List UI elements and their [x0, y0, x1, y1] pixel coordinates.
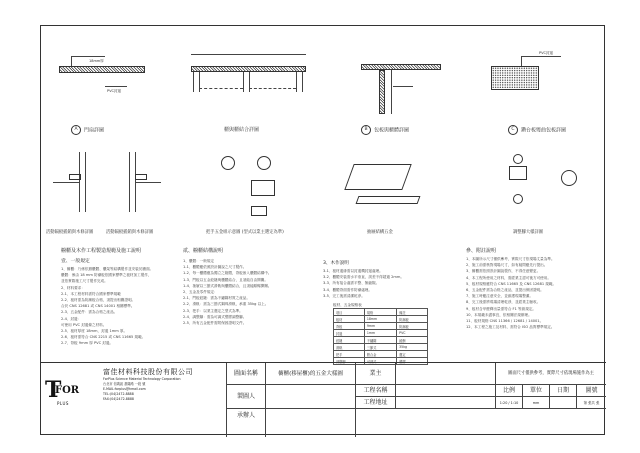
side-panel — [302, 72, 303, 92]
notes-col2-body — [183, 258, 311, 326]
leader-line — [521, 56, 522, 66]
notes-col3-title: 3、木作說明 — [323, 261, 349, 266]
detail-e-drawing — [49, 144, 104, 224]
detail-i-drawing — [461, 144, 601, 224]
detail-b-drawing — [181, 40, 316, 120]
note-line: 6、五金配件需為合格之產品，並提出保固證明。 — [466, 288, 544, 293]
owner-value — [396, 363, 496, 385]
side-panel — [296, 72, 297, 92]
note-line: 2-1、本工程材料需符合國家標準規範 — [61, 291, 121, 296]
spec-table-cell: 緩衝 — [397, 337, 428, 344]
note-line: 2、施工前需核對現場尺寸，如有疑問應先行提出。 — [466, 263, 548, 268]
shelf-line — [135, 182, 161, 183]
spec-table-cell: 把手 — [334, 351, 365, 358]
spec-table-cell: PVC — [397, 330, 428, 337]
detail-a-drawing — [49, 44, 159, 119]
spec-table-cell: 鋁合金 — [364, 351, 396, 358]
note-line: 2-4、調整腳：需為可調式塑膠調整腳。 — [183, 314, 247, 319]
project-label: 工程名稱 — [356, 385, 396, 397]
company-info — [103, 367, 223, 433]
shelf-pin — [69, 174, 81, 180]
detail-b-caption: 櫃與櫃結合詳圖 — [224, 127, 260, 133]
detail-g-drawing — [191, 144, 301, 224]
spec-table-cell: 18mm — [364, 316, 396, 323]
note-line: 2-3、把手：以業主選定之型式為準。 — [183, 308, 243, 313]
note-line: 10、本規範未盡事宜，依相關法規辦理。 — [466, 312, 532, 317]
site-value — [396, 397, 496, 409]
note-line: 2-1、門板鉸鏈：需為不鏽鋼材質之產品。 — [183, 296, 250, 301]
note-line: 1-4、抽屜以三節式滑軌與櫃體結合，且須能順暢開關。 — [183, 283, 272, 288]
note-line: 1、本圖所示尺寸僅供參考，實際尺寸依現場丈量為準。 — [466, 257, 555, 261]
shelf-pin — [135, 174, 147, 180]
spec-table-header — [334, 309, 428, 316]
spec-table-cell: 選定 — [397, 351, 428, 358]
note-line: 3-5、完工後需清潔乾淨。 — [323, 293, 365, 298]
spec-table-cell: 塑膠 — [397, 358, 428, 365]
note-line: 2-3、五金配件：需為合格之產品。 — [61, 310, 118, 315]
drawing-name-label: 圖面名稱 — [226, 363, 266, 385]
notes-col2-title: 貳、櫥櫃結構說明 — [183, 248, 224, 254]
leader-line — [521, 56, 561, 57]
cladding-line — [391, 70, 392, 114]
detail-i-caption: 調整腳大樣詳圖 — [513, 230, 544, 235]
site-label: 工程地址 — [356, 397, 396, 409]
shelf-line — [249, 88, 296, 89]
note-line: 2-2、板材需為防潮板合格，須提出相關證明。 — [61, 298, 136, 303]
notes-col3-body — [323, 268, 443, 299]
unit-label: 單位 — [523, 385, 550, 397]
note-line: 7、施工時應注意安全，並維護現場整潔。 — [466, 294, 533, 299]
leader-line — [105, 86, 127, 87]
spec-table-row — [334, 337, 428, 344]
top-panel-section — [361, 64, 441, 70]
sheet-value: 第 張共 張 — [577, 397, 606, 409]
detail-d-drawing — [461, 40, 601, 120]
side-panel — [243, 72, 244, 92]
spec-table-cell: 1mm — [364, 330, 396, 337]
drawing-sheet — [40, 25, 605, 435]
drafter-value — [266, 385, 356, 409]
notes-col1-title: 櫥櫃及木作工程製造規範及施工說明 — [61, 248, 142, 254]
company-logo — [43, 365, 80, 433]
note-line: 1-3、門板以五金鉸鏈與櫃體結合，且須能自由開闔。 — [183, 277, 268, 282]
note-line: 1-2、每一櫃體應為獨立之箱體，背板嵌入櫃體結構中。 — [183, 271, 272, 276]
date-value — [550, 397, 577, 409]
spec-table-cell: 防潮板 — [397, 316, 428, 323]
spec-table-cell: 鉸鏈 — [334, 337, 365, 344]
sheet-label: 圖號 — [577, 385, 606, 397]
spec-table-row — [334, 344, 428, 351]
dimension-line — [191, 54, 306, 55]
detail-f-caption: 活動隔板插銷與木條詳圖 — [106, 230, 154, 235]
leader-line — [393, 86, 413, 87]
door-panel-section — [59, 66, 145, 73]
note-line: 11、板材規格 CNS 11366 / 12681 / 14001。 — [466, 319, 544, 324]
company-tel: TEL:(04)2472-8888 — [103, 392, 134, 396]
notes-col4-body — [466, 256, 601, 330]
spec-table-cell: 9mm — [364, 323, 396, 330]
notes-col4-title: 參、附註說明 — [466, 248, 497, 254]
drawer-box — [344, 164, 411, 190]
note-line: 2-2、滑軌：需為三節式鋼珠滑軌，承重 35kg 以上。 — [183, 302, 269, 307]
spec-table-cell: 不鏽鋼 — [364, 337, 396, 344]
spec-table-cell: 滑軌 — [334, 344, 365, 351]
counter-section — [491, 66, 539, 90]
hinge-cup — [257, 156, 271, 170]
spec-table-cell: 防潮板 — [397, 323, 428, 330]
spec-table-cell: 調整腳 — [334, 358, 365, 365]
side-panel — [199, 72, 200, 92]
approver-value — [266, 409, 356, 437]
spec-table-cell: 35kg — [397, 344, 428, 351]
note-line: 2、五金及零件規定： — [183, 290, 218, 295]
detail-marker: C — [508, 125, 518, 135]
spec-table-row — [334, 351, 428, 358]
logo-plus: PLUS — [57, 401, 69, 406]
panel-line — [129, 152, 130, 212]
spec-table-row — [334, 316, 428, 323]
scale-label: 比例 — [496, 385, 523, 397]
note-line: 4、本工程所使用之材料，需經業主認可後方可使用。 — [466, 275, 551, 280]
leveling-foot — [513, 194, 523, 204]
owner-label: 業主 — [356, 363, 396, 385]
note-line: 並依實際施工尺寸製作完成。 — [61, 279, 108, 284]
drawing-name-value: 櫥櫃(移屋櫃)的五金大樣圖 — [266, 363, 356, 385]
company-fax: FAX:(04)2472-8888 — [103, 397, 134, 401]
detail-marker: A — [71, 125, 81, 135]
company-name: 富佳材料科技股份有限公司 — [103, 368, 193, 376]
detail-a-caption: A 門扇詳圖 — [71, 125, 104, 135]
detail-h-drawing — [331, 144, 431, 224]
hinge-cup — [221, 156, 235, 170]
note-line: 2-6、板材需符合 CNS 2215 或 CNS 11665 規範。 — [61, 335, 146, 340]
side-panel — [193, 72, 194, 92]
note-line: 3-1、板材邊緣需以封邊機封邊處理。 — [323, 269, 383, 273]
shelf-line — [199, 88, 243, 89]
note-line: 3-2、櫃體安裝需水平垂直，誤差不得超過 2mm。 — [323, 275, 404, 280]
note-line: 1、櫃體：一般規定 — [183, 259, 215, 263]
spec-table-title: 板材、五金規格表 — [333, 303, 362, 307]
notes-col1-body — [61, 266, 179, 347]
leveling-foot — [513, 154, 523, 164]
company-en: ForPlus Science Material Technology Corporation — [103, 377, 181, 381]
logo-word: FOR — [55, 385, 80, 396]
detail-g-caption: 把手五金組示意圖 (型式以業主選定為準) — [206, 230, 284, 235]
detail-c-drawing — [341, 40, 451, 120]
note-line: 3-3、所有接合處需平整、無縫隙。 — [323, 281, 380, 286]
dim-label: PVC封邊 — [107, 89, 121, 93]
spec-table-cell: 封邊 — [334, 330, 365, 337]
detail-h-caption: 抽屜結構五金 — [367, 230, 393, 235]
note-line: 櫃體：係由 18 mm 防潮板依國家標準之板材加工製作， — [61, 273, 152, 278]
project-value — [396, 385, 496, 397]
note-line: 2、材料要求： — [61, 285, 85, 290]
leader-line — [71, 56, 105, 57]
spec-table-row — [334, 330, 428, 337]
shelf-line — [53, 182, 79, 183]
note-line: 9、板材含甲醛釋出量需符合 F1 等級規定。 — [466, 306, 537, 311]
note-line: 8、完工後需將現場清理乾淨，並經業主驗收。 — [466, 300, 541, 305]
spec-table-cell: 背板 — [334, 323, 365, 330]
scale-value: 1:20 / 1:10 — [496, 397, 523, 409]
note-line: 1-1、櫃體應依照設計圖說之尺寸製作。 — [183, 265, 247, 270]
company-address: 台北市 信義區 基隆路 一段 號 — [103, 382, 146, 386]
disclaimer-note: 圖面尺寸僅供參考，實際尺寸依現場施作為主 — [496, 363, 606, 385]
note-line: 1、櫥櫃：乃係依據櫃體、櫃架等結構製作並安裝於牆面。 — [61, 267, 154, 271]
drawer-slide — [356, 196, 421, 204]
approver-label: 承辦人 — [226, 409, 266, 437]
detail-f-drawing — [111, 144, 166, 224]
note-line: 12、本工程之施工及材料，需符合 ISO 品質標準規定。 — [466, 325, 555, 330]
hinge-plate — [251, 180, 275, 196]
spec-table-cell: 備註 — [397, 309, 428, 316]
note-line: 3、櫥櫃需依照設計圖說製作，不得任意變更。 — [466, 269, 541, 274]
date-label: 日期 — [550, 385, 577, 397]
spec-table — [333, 308, 428, 365]
leveling-foot — [509, 166, 527, 180]
note-line: 合於 CNS 12681 或 CNS 14001 相關標準。 — [61, 304, 135, 309]
spec-table-cell: 板材 — [334, 316, 365, 323]
title-block — [41, 362, 606, 437]
logo-mark: T — [45, 377, 62, 403]
note-line: 3-4、櫃體背面需作防潮處理。 — [323, 287, 372, 292]
panel-line — [85, 152, 86, 212]
note-line: 5、板材規格應符合 CNS 11665 及 CNS 12681 規範。 — [466, 281, 557, 286]
spec-table-cell: 項目 — [334, 309, 365, 316]
panel-line — [79, 152, 80, 212]
detail-c-caption: B 包板與櫃體詳圖 — [361, 125, 409, 135]
unit-value: mm — [523, 397, 550, 409]
company-email: E-MAIL:forplus@hmail.com — [103, 387, 146, 391]
spec-table-cell: 規格 — [364, 309, 396, 316]
note-line: 2-5、板材厚度 18mm，封邊 1mm 厚。 — [61, 329, 128, 334]
leveling-foot — [561, 170, 577, 186]
dim-label: PVC封邊 — [539, 51, 553, 55]
side-panel — [249, 72, 250, 92]
dim-label: 18mm厚 — [89, 59, 104, 63]
detail-marker: B — [361, 125, 371, 135]
spec-table-row — [334, 323, 428, 330]
handle — [251, 206, 267, 216]
leader-line — [71, 56, 72, 66]
note-line: 2-4、封邊： — [61, 316, 82, 321]
note-line: 2-7、背板 9mm 厚 PVC 封邊。 — [61, 341, 114, 346]
detail-e-caption: 活動隔板插銷與木條詳圖 — [46, 230, 94, 235]
detail-d-caption: C 鑽台板彎曲包板詳圖 — [508, 125, 566, 135]
spec-table-cell: 可調式 — [364, 358, 396, 365]
notes-col1-heading: 壹、一般規定 — [61, 259, 90, 264]
spec-table-cell: 三節式 — [364, 344, 396, 351]
side-panel-section — [379, 70, 385, 114]
note-line: 可使用 PVC 封邊條之材料。 — [61, 322, 107, 327]
drafter-label: 製圖人 — [226, 385, 266, 409]
note-line: 2-5、所有五金配件需附保固證明文件。 — [183, 321, 247, 326]
